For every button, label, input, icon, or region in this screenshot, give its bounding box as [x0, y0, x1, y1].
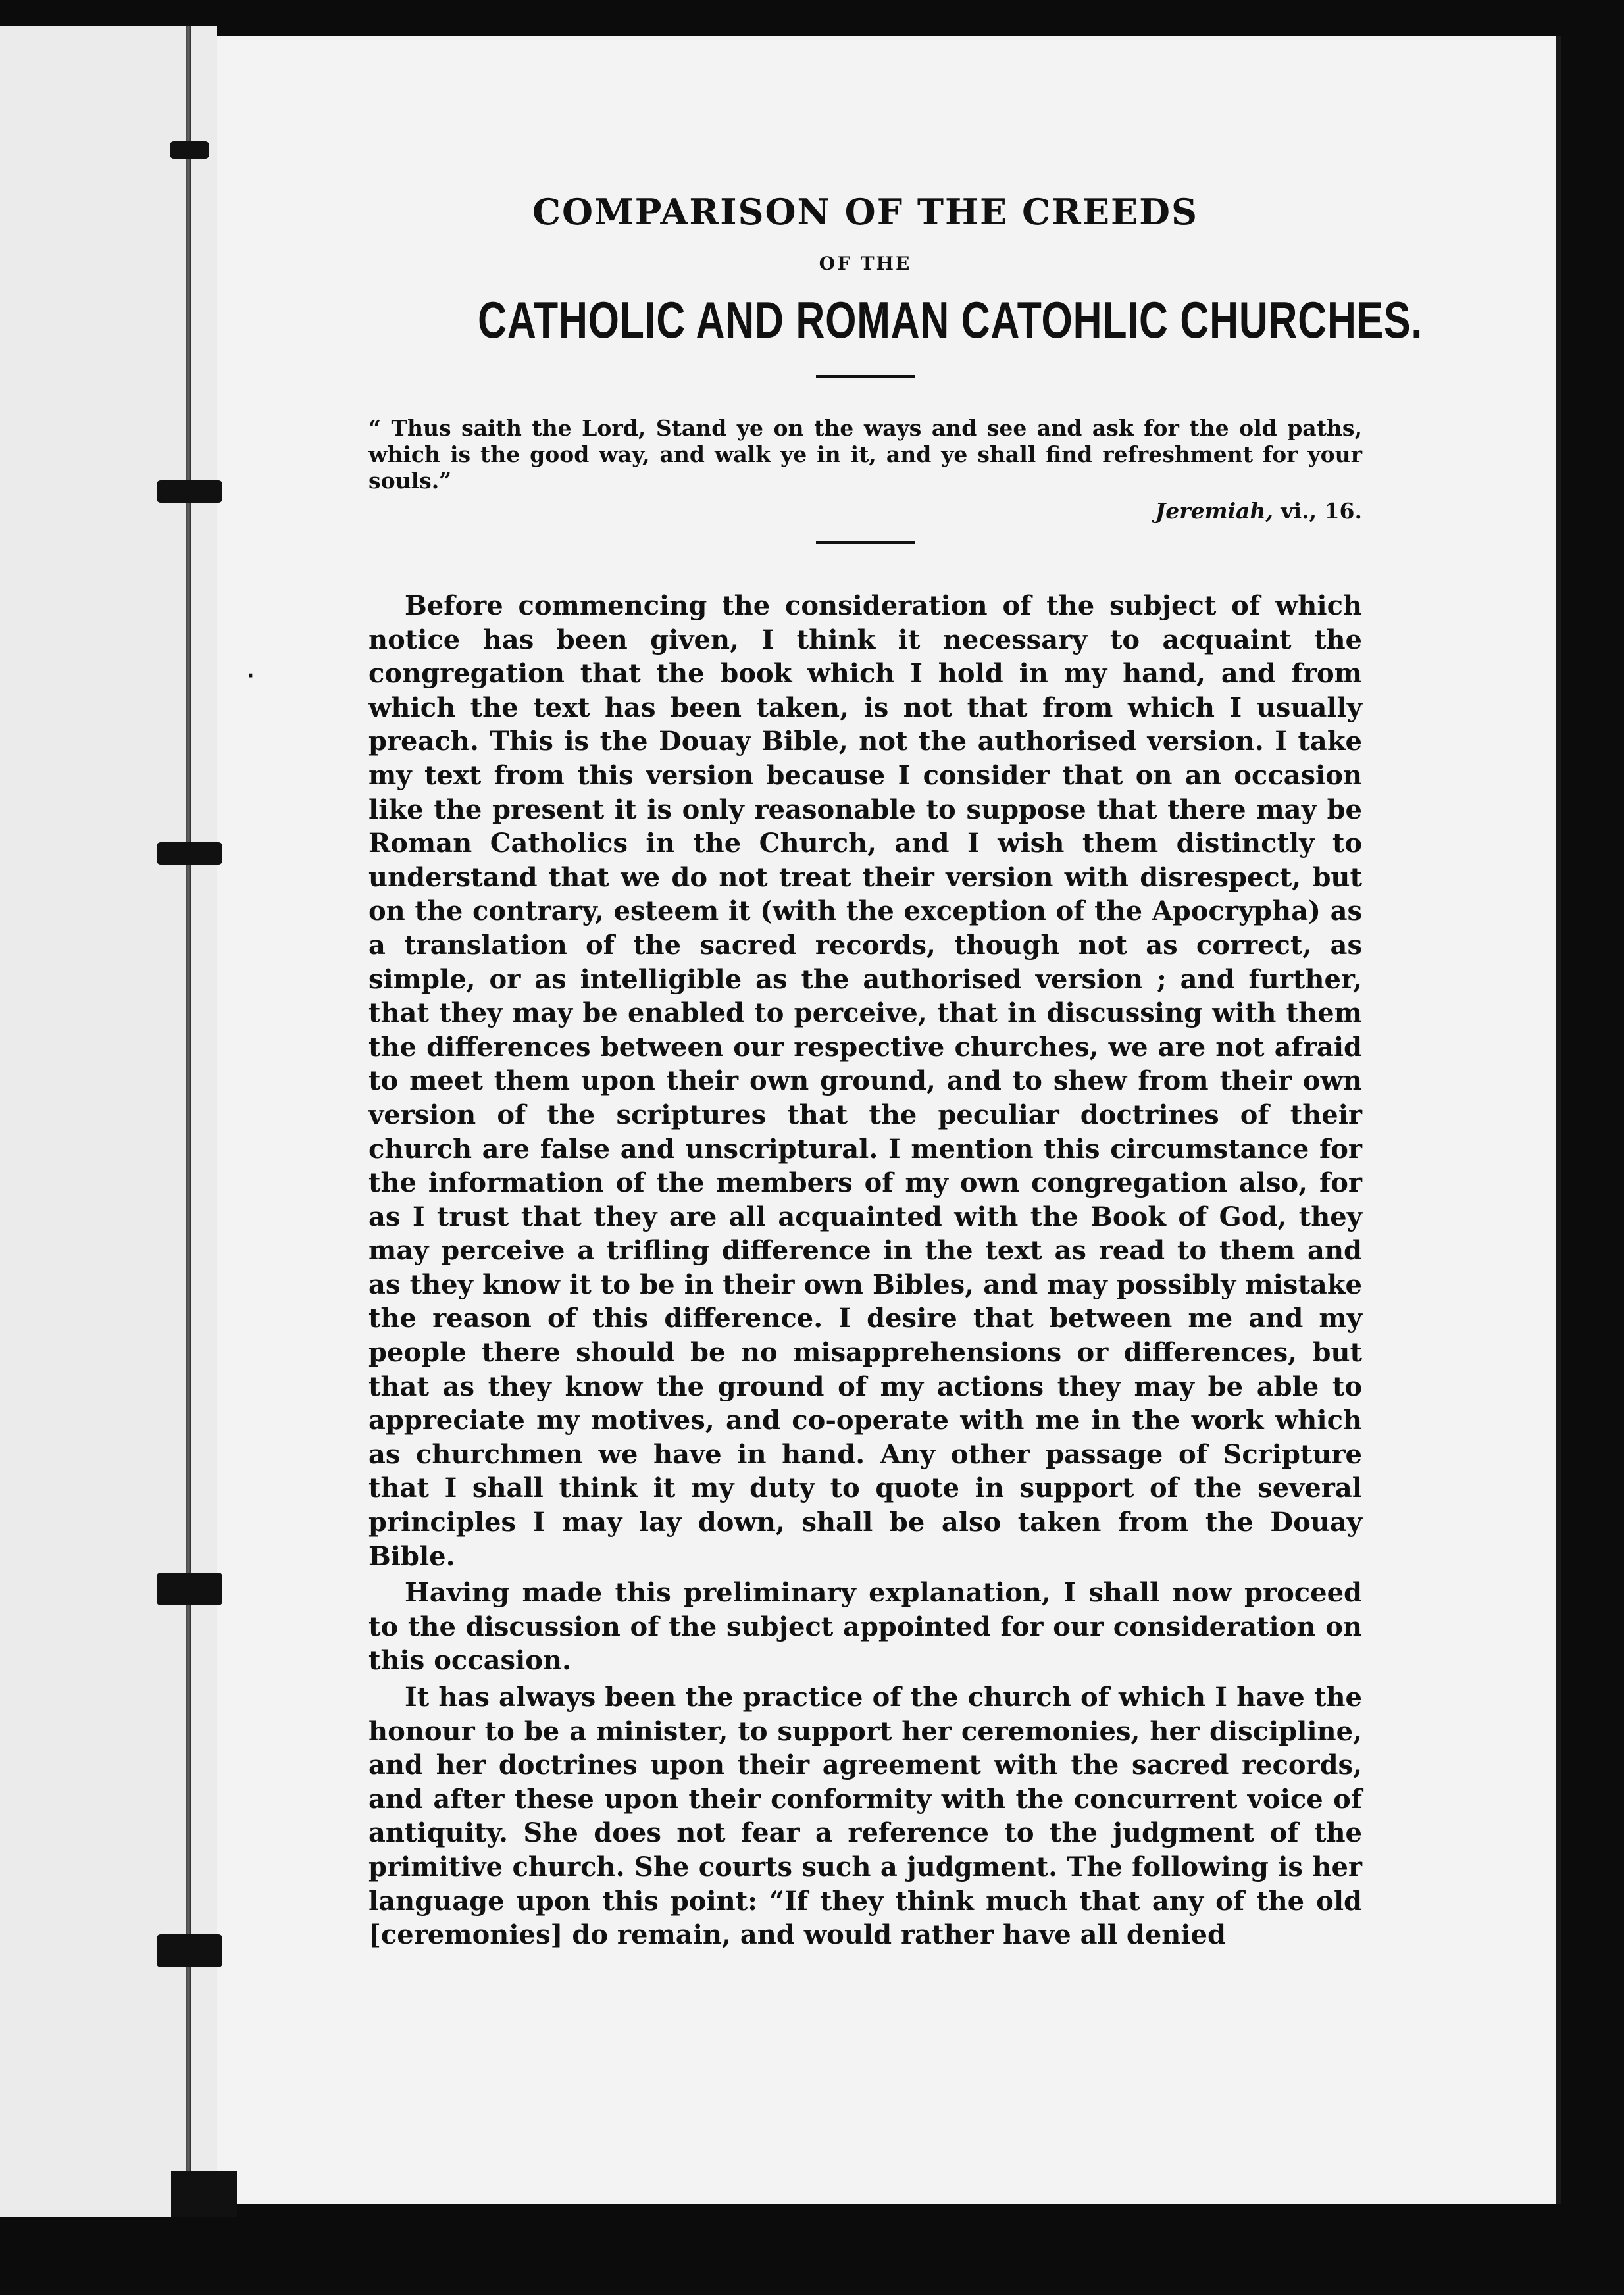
- epigraph-text: “ Thus saith the Lord, Stand ye on the ways and see and ask for the old paths, which is the good way, and walk ye in it, and ye shall find refreshment for your souls.”: [368, 415, 1362, 493]
- page-title: COMPARISON OF THE CREEDS: [532, 191, 1199, 233]
- binding-stitch: [170, 141, 209, 159]
- divider-rule: [816, 541, 915, 544]
- page-subtitle: CATHOLIC AND ROMAN CATOHLIC CHURCHES.: [478, 291, 1423, 349]
- binding-stitch: [157, 842, 222, 865]
- paragraph: Having made this preliminary explanation, I shall now proceed to the discussion of the subject appointed for our consideration on this occasion.: [368, 1577, 1362, 1677]
- binding-thread: [186, 26, 191, 2217]
- paragraph: Before commencing the consideration of the subject of which notice has been given, I think it necessary to acquaint the congregation that the book which I hold in my hand, and from which the text has been taken, is not that from which I usually preach. This is the Douay Bible, not the authorised version. I take my text from this version because I consider that on an occasion like the present it is only reasonable to suppose that there may be Roman Catholics in the Church, and I wish them distinctly to understand that we do not treat their version with disrespect, but on the contrary, esteem it (with the exception of the Apocrypha) as a translation of the sacred records, though not as correct, as simple, or as intelligible as the authorised version ; and further, that they may be enabled to perceive, that in discussing with them the differences between our respective churches, we are not afraid to meet them upon their own ground, and to shew from their own version of the scriptures that the peculiar doctrines of their church are false and unscriptural. I mention this circumstance for the information of the members of my own congregation also, for as I trust that they are all acquainted with the Book of God, they may perceive a trifling difference in the text as read to them and as they know it to be in their own Bibles, and may possibly mistake the reason of this difference. I desire that between me and my people there should be no misapprehensions or differences, but that as they know the ground of my actions they may be able to appreciate my motives, and co-operate with me in the work which as churchmen we have in hand. Any other passage of Scripture that I shall think it my duty to quote in support of the several principles I may lay down, shall be also taken from the Douay Bible.: [368, 590, 1362, 1572]
- subtitle-connector: OF THE: [819, 253, 912, 274]
- citation-source: Jeremiah,: [1155, 498, 1273, 524]
- binding-base: [171, 2171, 237, 2217]
- epigraph-citation: [368, 498, 1362, 524]
- divider-rule: [816, 375, 915, 378]
- binding-stitch: [157, 480, 222, 503]
- book-binding: [176, 26, 203, 2217]
- page-content: [368, 191, 1423, 1952]
- scan-speck: ·: [247, 665, 255, 688]
- body-text: [368, 589, 1362, 1952]
- binding-stitch: [157, 1934, 222, 1967]
- citation-verse: vi., 16.: [1281, 498, 1362, 524]
- paragraph: It has always been the practice of the church of which I have the honour to be a minister, to support her ceremonies, her discipline, and her doctrines upon their agreement with the sacred records, and after these upon their conformity with the concurrent voice of antiquity. She does not fear a reference to the judgment of the primitive church. She courts such a judgment. The following is her language upon this point: “If they think much that any of the old [ceremonies] do remain, and would rather have all denied: [368, 1682, 1362, 1951]
- binding-stitch: [157, 1573, 222, 1605]
